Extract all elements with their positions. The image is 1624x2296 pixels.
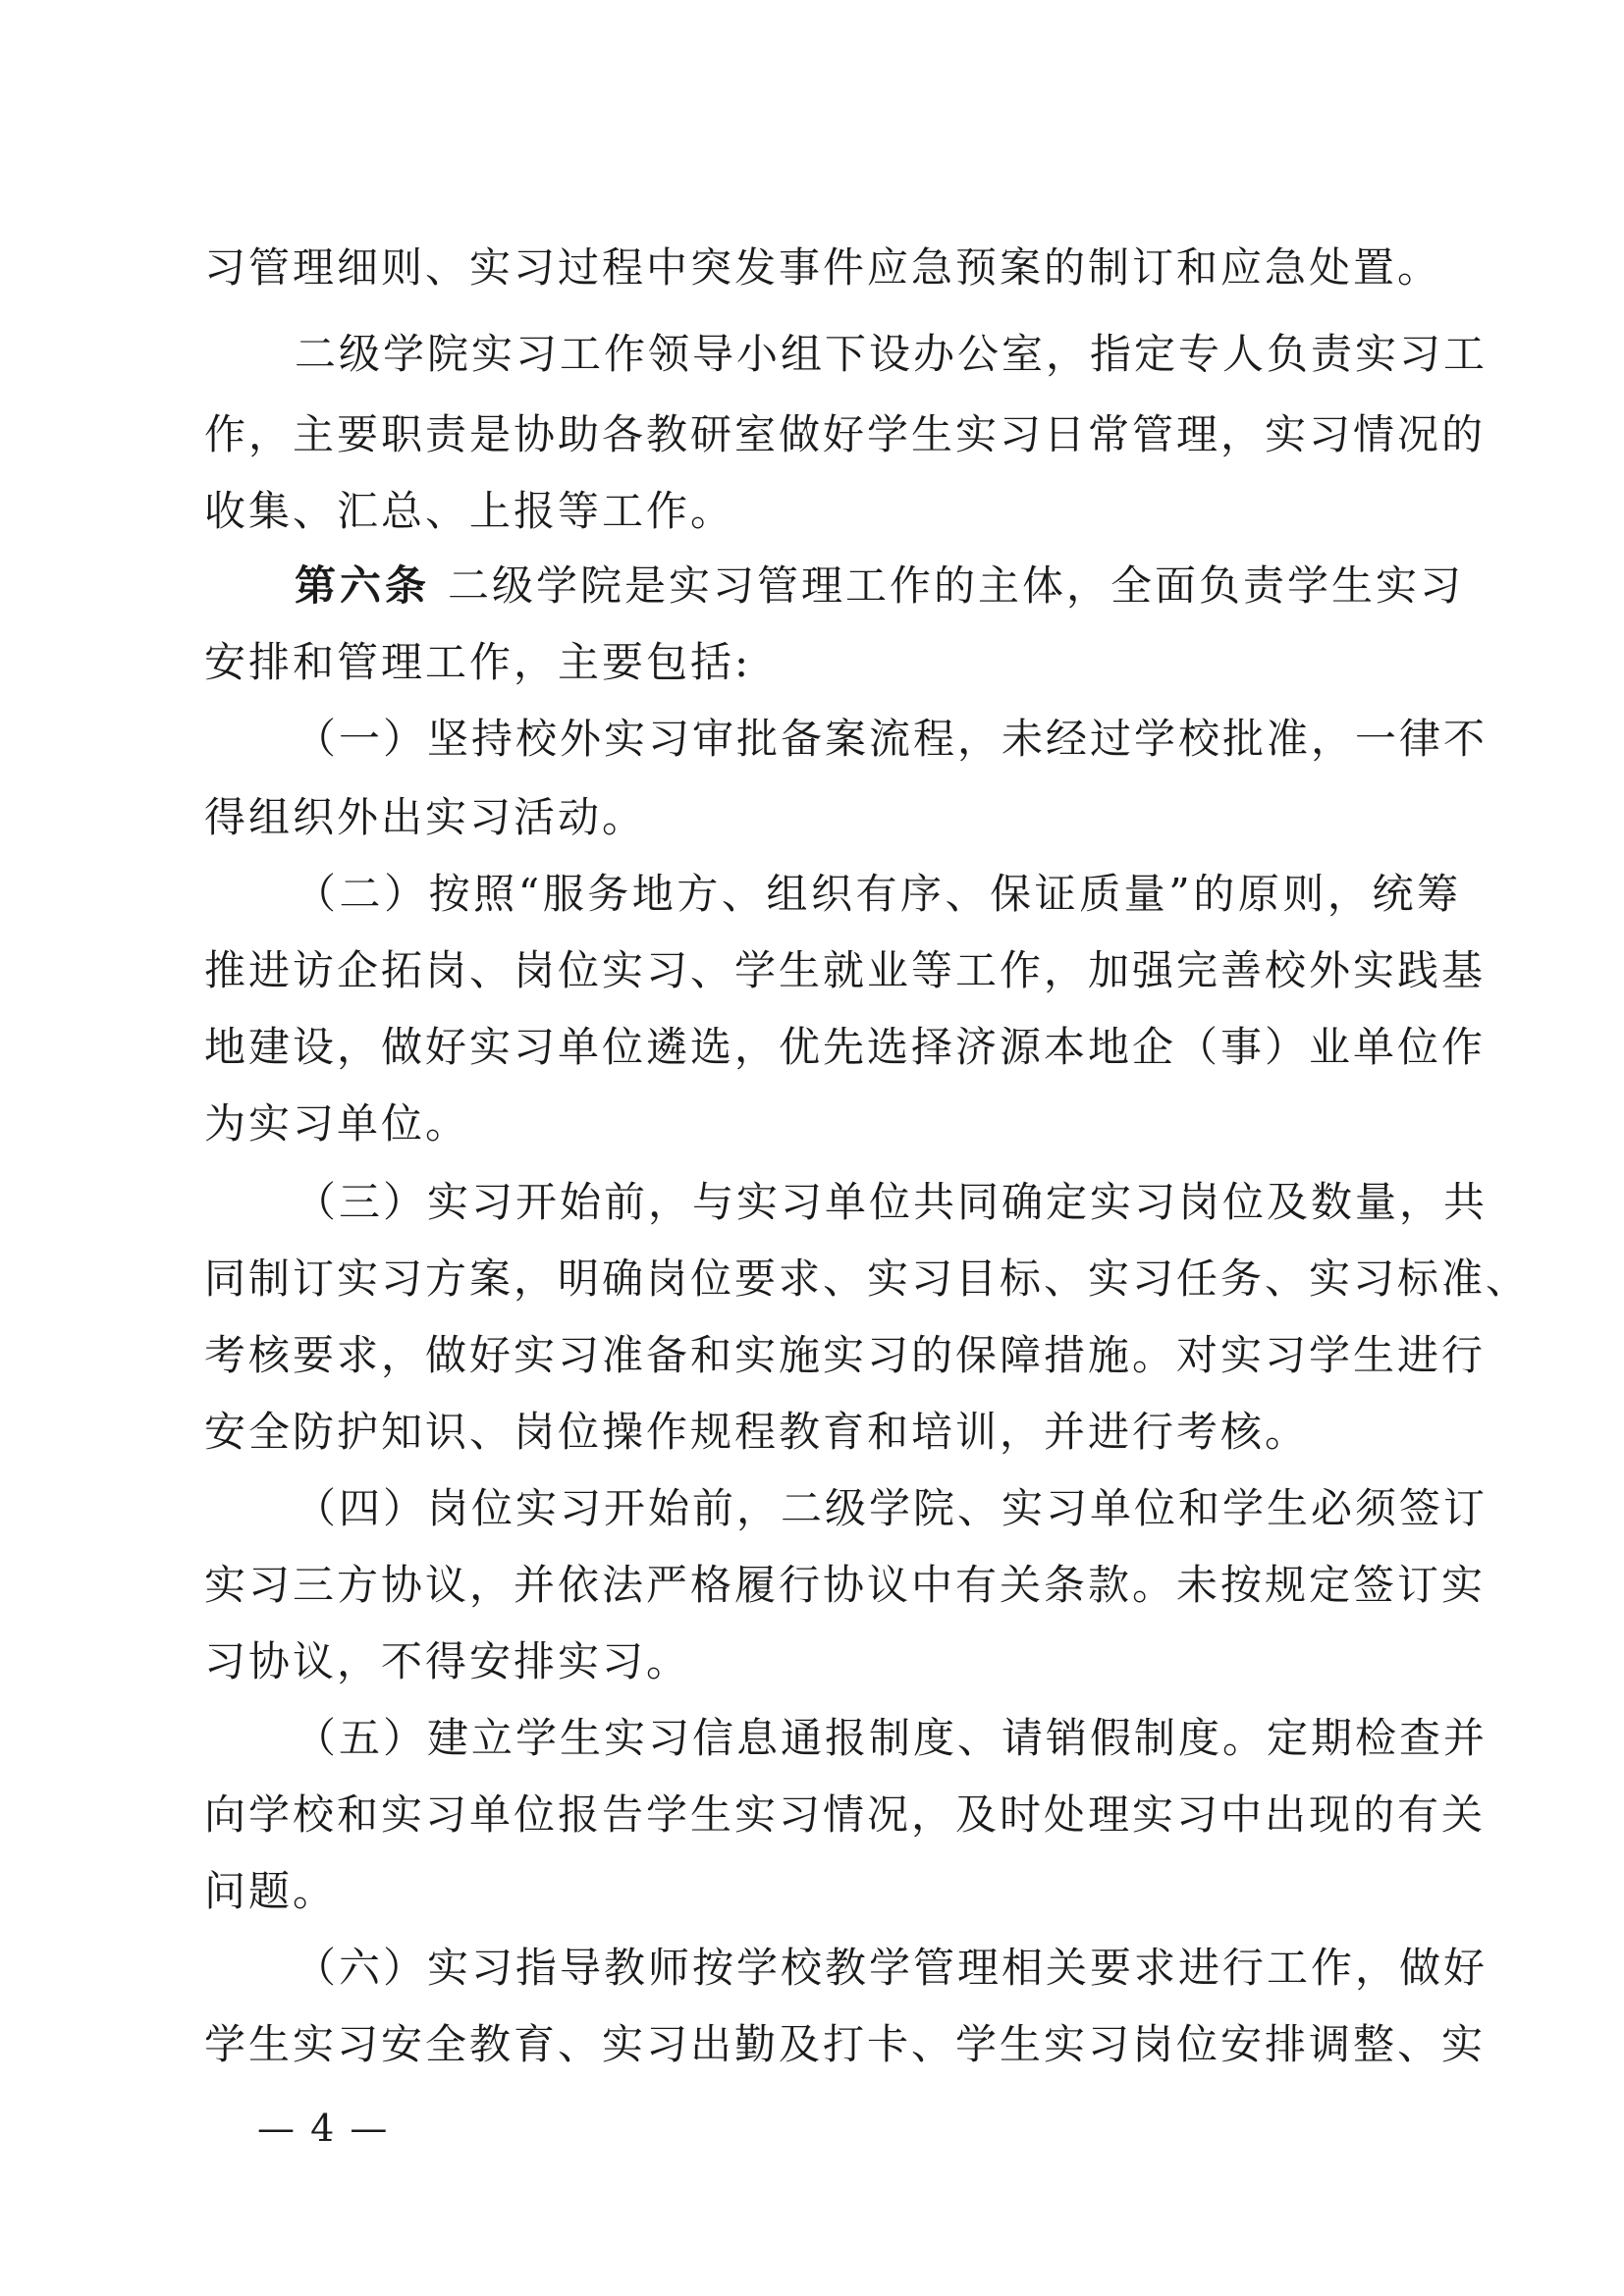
text-line: 习管理细则、实习过程中突发事件应急预案的制订和应急处置。: [204, 243, 1442, 292]
article-heading: 第六条: [295, 561, 431, 610]
text-line: （一）坚持校外实习审批备案流程，未经过学校批准，一律不: [295, 715, 1489, 763]
text-line: 问题。: [204, 1867, 338, 1915]
text-line: 习协议，不得安排实习。: [204, 1637, 691, 1685]
text-line: 地建设，做好实习单位遴选，优先选择济源本地企（事）业单位作: [204, 1023, 1487, 1071]
text-line: 学生实习安全教育、实习出勤及打卡、学生实习岗位安排调整、实: [204, 2020, 1487, 2068]
text-line: 得组织外出实习活动。: [204, 793, 647, 841]
text-line: 二级学院是实习管理工作的主体，全面负责学生实习: [448, 561, 1465, 610]
text-line: 向学校和实习单位报告学生实习情况，及时处理实习中出现的有关: [204, 1790, 1487, 1839]
text-line: 安排和管理工作，主要包括:: [204, 638, 752, 686]
page-number: — 4 —: [257, 2107, 390, 2150]
text-line: 收集、汇总、上报等工作。: [204, 487, 735, 535]
text-line: （二）按照“服务地方、组织有序、保证质量”的原则，统筹: [295, 870, 1461, 918]
text-line: 安全防护知识、岗位操作规程教育和培训，并进行考核。: [204, 1408, 1310, 1456]
article-line: [204, 561, 1465, 612]
text-line: 作，主要职责是协助各教研室做好学生实习日常管理，实习情况的: [204, 410, 1487, 458]
text-line: 推进访企拓岗、岗位实习、学生就业等工作，加强完善校外实践基: [204, 946, 1487, 994]
text-line: 二级学院实习工作领导小组下设办公室，指定专人负责实习工: [295, 330, 1489, 378]
text-line: （六）实习指导教师按学校教学管理相关要求进行工作，做好: [295, 1944, 1489, 1992]
text-line: （三）实习开始前，与实习单位共同确定实习岗位及数量，共: [295, 1178, 1489, 1226]
text-line: 同制订实习方案，明确岗位要求、实习目标、实习任务、实习标准、: [204, 1255, 1531, 1303]
text-line: 实习三方协议，并依法严格履行协议中有关条款。未按规定签订实: [204, 1561, 1487, 1609]
text-line: （四）岗位实习开始前，二级学院、实习单位和学生必须签订: [295, 1484, 1489, 1532]
text-line: 为实习单位。: [204, 1099, 470, 1148]
text-line: （五）建立学生实习信息通报制度、请销假制度。定期检查并: [295, 1714, 1489, 1762]
text-line: 考核要求，做好实习准备和实施实习的保障措施。对实习学生进行: [204, 1331, 1487, 1379]
